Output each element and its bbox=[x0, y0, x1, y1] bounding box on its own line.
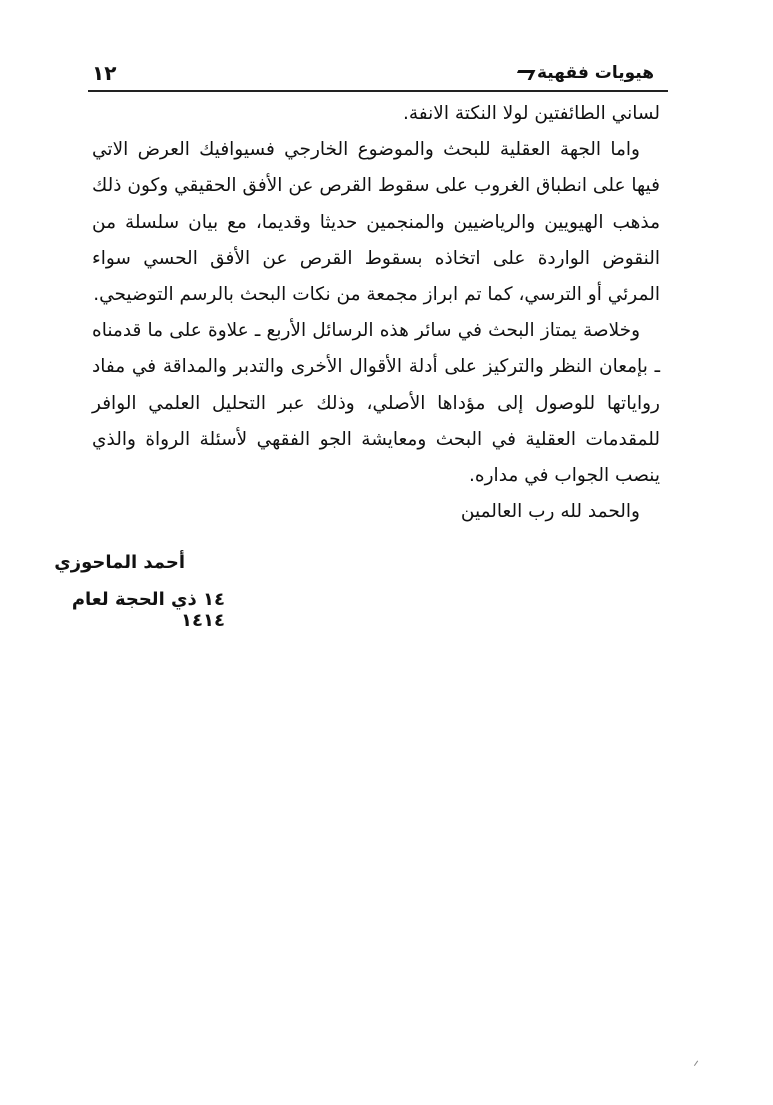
signature-block bbox=[25, 552, 225, 631]
paragraph-rational-aspect: واما الجهة العقلية للبحث والموضوع الخارجي فسيوافيك العرض الاتي فيها على انطباق الغروب على سقوط القرص عن الأفق الحقيقي وكون ذلك مذهب الهيويين والرياضيين والمنجمين حديثا وقديما، مع بيان سلسلة من النقوض الواردة على اتخاذه بسقوط القرص عن الأفق الحسي سواء المرئي أو الترسي، كما تم ابراز مجمعة من نكات البحث بالرسم التوضيحي. bbox=[92, 139, 660, 306]
author-name: أحمد الماحوزي bbox=[54, 552, 185, 573]
closing-praise: والحمد لله رب العالمين bbox=[460, 501, 640, 523]
paragraph-continuation: لساني الطائفتين لولا النكتة الانفة. bbox=[402, 103, 660, 124]
page-number: ١٢ bbox=[92, 61, 117, 85]
running-title bbox=[515, 63, 654, 83]
signature-date: ١٤ ذي الحجة لعام ١٤١٤ bbox=[71, 589, 225, 631]
page-header bbox=[88, 58, 668, 92]
ornament-icon bbox=[515, 67, 531, 79]
body-text bbox=[92, 96, 660, 530]
running-title-text: هيويات فقهية bbox=[537, 63, 654, 83]
scan-speck bbox=[694, 1061, 703, 1070]
paragraph-summary: وخلاصة يمتاز البحث في سائر هذه الرسائل الأربع ـ علاوة على ما قدمناه ـ بإمعان النظر والتركيز على أدلة الأقوال الأخرى والتدبر والمداقة في مفاد رواياتها للوصول إلى مؤداها الأصلي، وذلك عبر التحليل العلمي الوافر للمقدمات العقلية في البحث ومعايشة الجو الفقهي لأسئلة الرواة والذي ينصب الجواب في مداره. bbox=[92, 320, 660, 487]
